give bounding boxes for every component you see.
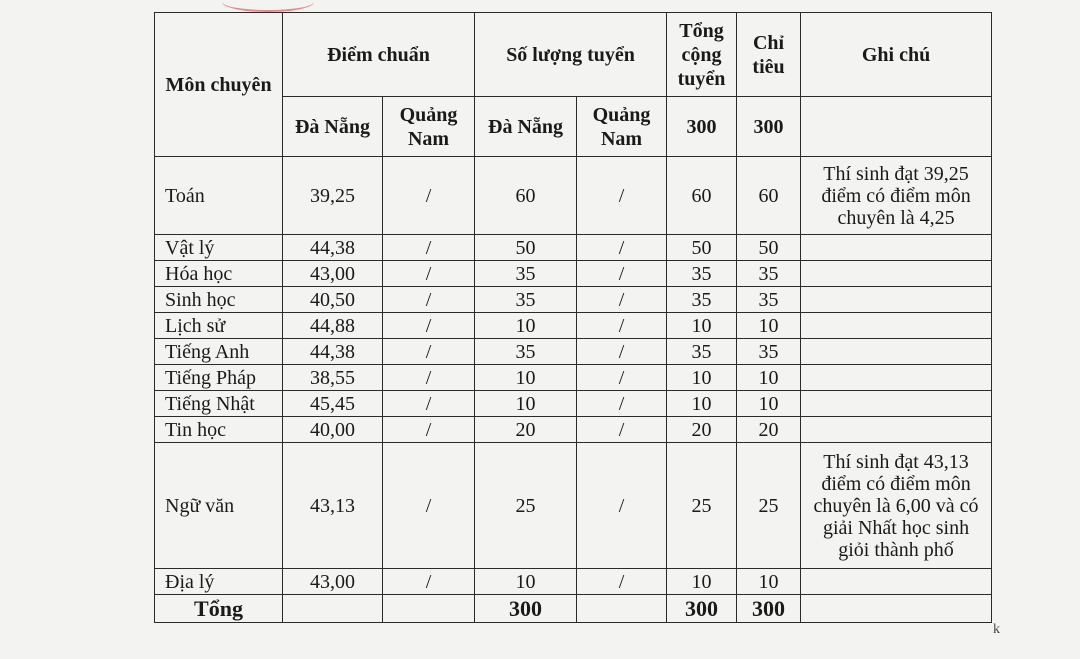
note-cell xyxy=(801,365,992,391)
qn-score-cell: / xyxy=(383,261,475,287)
header-dn-score: Đà Nẵng xyxy=(283,97,383,157)
dn-score-cell: 44,38 xyxy=(283,235,383,261)
table-row xyxy=(155,391,992,417)
quota-cell: 10 xyxy=(737,391,801,417)
total-cell: 25 xyxy=(667,443,737,569)
dn-count-cell: 60 xyxy=(475,157,577,235)
header-chi-tieu-value: 300 xyxy=(737,97,801,157)
qn-count-cell: / xyxy=(577,569,667,595)
quota-cell: 35 xyxy=(737,339,801,365)
subject-cell: Tiếng Anh xyxy=(155,339,283,365)
total-cell: 35 xyxy=(667,261,737,287)
qn-count-cell: / xyxy=(577,313,667,339)
total-empty-2 xyxy=(383,595,475,623)
table-row xyxy=(155,313,992,339)
note-cell: Thí sinh đạt 39,25 điểm có điểm môn chuyên là 4,25 xyxy=(801,157,992,235)
dn-score-cell: 43,13 xyxy=(283,443,383,569)
qn-score-cell: / xyxy=(383,287,475,313)
subject-cell: Sinh học xyxy=(155,287,283,313)
quota-cell: 35 xyxy=(737,261,801,287)
header-tong-cong-tuyen: Tổng cộng tuyển xyxy=(667,13,737,97)
dn-count-cell: 10 xyxy=(475,313,577,339)
dn-count-cell: 35 xyxy=(475,339,577,365)
header-empty xyxy=(801,97,992,157)
total-dn-count: 300 xyxy=(475,595,577,623)
seal-fragment xyxy=(222,0,314,12)
total-empty-1 xyxy=(283,595,383,623)
total-label: Tổng xyxy=(155,595,283,623)
subject-cell: Tiếng Nhật xyxy=(155,391,283,417)
qn-count-cell: / xyxy=(577,443,667,569)
header-chi-tieu: Chỉ tiêu xyxy=(737,13,801,97)
total-quota: 300 xyxy=(737,595,801,623)
admission-table xyxy=(154,12,992,623)
qn-count-cell: / xyxy=(577,287,667,313)
dn-count-cell: 10 xyxy=(475,569,577,595)
total-cell: 35 xyxy=(667,339,737,365)
table-row xyxy=(155,443,992,569)
table-row xyxy=(155,417,992,443)
note-cell xyxy=(801,339,992,365)
header-dn-count: Đà Nẵng xyxy=(475,97,577,157)
qn-score-cell: / xyxy=(383,235,475,261)
quota-cell: 60 xyxy=(737,157,801,235)
dn-score-cell: 44,88 xyxy=(283,313,383,339)
qn-score-cell: / xyxy=(383,313,475,339)
dn-count-cell: 10 xyxy=(475,365,577,391)
dn-count-cell: 25 xyxy=(475,443,577,569)
qn-score-cell: / xyxy=(383,391,475,417)
qn-count-cell: / xyxy=(577,157,667,235)
dn-score-cell: 38,55 xyxy=(283,365,383,391)
total-cell: 50 xyxy=(667,235,737,261)
dn-count-cell: 10 xyxy=(475,391,577,417)
total-cell: 10 xyxy=(667,391,737,417)
header-so-luong-tuyen: Số lượng tuyển xyxy=(475,13,667,97)
qn-score-cell: / xyxy=(383,569,475,595)
quota-cell: 10 xyxy=(737,313,801,339)
dn-score-cell: 40,50 xyxy=(283,287,383,313)
qn-score-cell: / xyxy=(383,157,475,235)
qn-score-cell: / xyxy=(383,417,475,443)
quota-cell: 20 xyxy=(737,417,801,443)
header-ghi-chu: Ghi chú xyxy=(801,13,992,97)
header-tong-cong-value: 300 xyxy=(667,97,737,157)
qn-score-cell: / xyxy=(383,365,475,391)
dn-score-cell: 43,00 xyxy=(283,569,383,595)
total-row xyxy=(155,595,992,623)
total-empty-3 xyxy=(577,595,667,623)
subject-cell: Địa lý xyxy=(155,569,283,595)
dn-count-cell: 20 xyxy=(475,417,577,443)
dn-score-cell: 43,00 xyxy=(283,261,383,287)
total-empty-4 xyxy=(801,595,992,623)
subject-cell: Tiếng Pháp xyxy=(155,365,283,391)
subject-cell: Ngữ văn xyxy=(155,443,283,569)
dn-score-cell: 39,25 xyxy=(283,157,383,235)
qn-count-cell: / xyxy=(577,235,667,261)
table-row xyxy=(155,365,992,391)
qn-count-cell: / xyxy=(577,339,667,365)
qn-count-cell: / xyxy=(577,391,667,417)
note-cell xyxy=(801,261,992,287)
total-cell: 60 xyxy=(667,157,737,235)
quota-cell: 10 xyxy=(737,569,801,595)
note-cell xyxy=(801,417,992,443)
qn-score-cell: / xyxy=(383,339,475,365)
table-row xyxy=(155,339,992,365)
subject-cell: Toán xyxy=(155,157,283,235)
note-cell: Thí sinh đạt 43,13 điểm có điểm môn chuyên là 6,00 và có giải Nhất học sinh giỏi thành phố xyxy=(801,443,992,569)
header-row-1 xyxy=(155,13,992,97)
total-cell: 10 xyxy=(667,569,737,595)
dn-count-cell: 35 xyxy=(475,287,577,313)
dn-score-cell: 40,00 xyxy=(283,417,383,443)
table-row xyxy=(155,235,992,261)
qn-count-cell: / xyxy=(577,365,667,391)
quota-cell: 25 xyxy=(737,443,801,569)
total-cell: 35 xyxy=(667,287,737,313)
quota-cell: 50 xyxy=(737,235,801,261)
header-diem-chuan: Điểm chuẩn xyxy=(283,13,475,97)
margin-mark: k xyxy=(993,622,1000,637)
table-row xyxy=(155,287,992,313)
quota-cell: 10 xyxy=(737,365,801,391)
dn-score-cell: 44,38 xyxy=(283,339,383,365)
header-qn-score: Quảng Nam xyxy=(383,97,475,157)
header-mon-chuyen: Môn chuyên xyxy=(155,13,283,157)
qn-count-cell: / xyxy=(577,261,667,287)
note-cell xyxy=(801,391,992,417)
qn-count-cell: / xyxy=(577,417,667,443)
total-cell: 20 xyxy=(667,417,737,443)
dn-count-cell: 35 xyxy=(475,261,577,287)
note-cell xyxy=(801,313,992,339)
header-qn-count: Quảng Nam xyxy=(577,97,667,157)
table-row xyxy=(155,261,992,287)
table-row xyxy=(155,157,992,235)
quota-cell: 35 xyxy=(737,287,801,313)
note-cell xyxy=(801,287,992,313)
table-row xyxy=(155,569,992,595)
subject-cell: Lịch sử xyxy=(155,313,283,339)
subject-cell: Vật lý xyxy=(155,235,283,261)
total-cell: 10 xyxy=(667,365,737,391)
subject-cell: Tin học xyxy=(155,417,283,443)
total-cell: 10 xyxy=(667,313,737,339)
qn-score-cell: / xyxy=(383,443,475,569)
note-cell xyxy=(801,235,992,261)
subject-cell: Hóa học xyxy=(155,261,283,287)
dn-count-cell: 50 xyxy=(475,235,577,261)
total-total: 300 xyxy=(667,595,737,623)
note-cell xyxy=(801,569,992,595)
dn-score-cell: 45,45 xyxy=(283,391,383,417)
